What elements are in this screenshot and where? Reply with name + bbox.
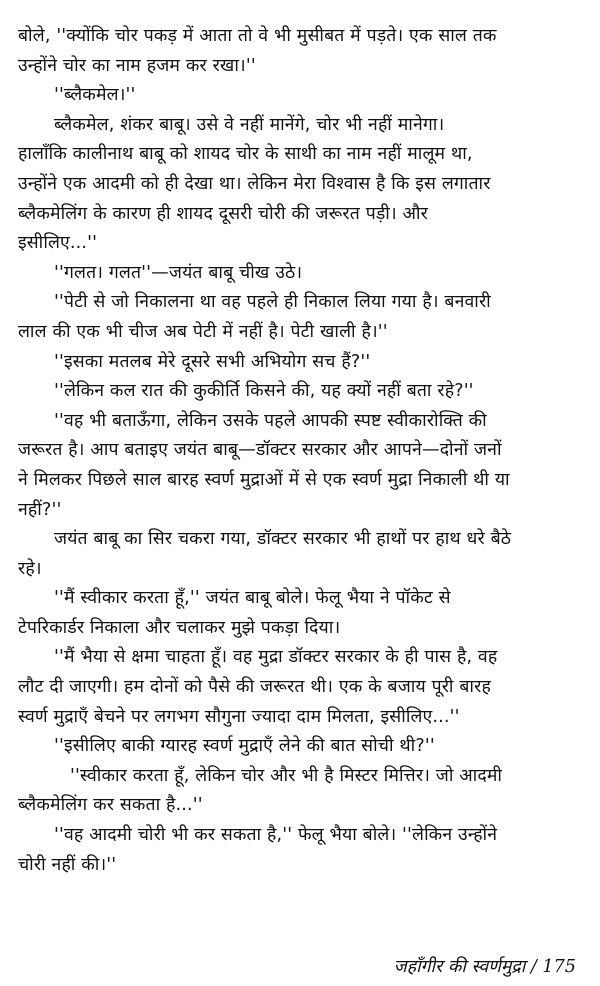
text-line: स्वर्ण मुद्राएँ बेचने पर लगभग सौगुना ज्यादा दाम मिलता, इसीलिए...'' bbox=[18, 706, 460, 727]
body-text bbox=[18, 22, 580, 880]
text-line: उन्होंने चोर का नाम हजम कर रखा।'' bbox=[18, 55, 256, 76]
text-line: इसीलिए...'' bbox=[18, 233, 98, 254]
text-line: ''पेटी से जो निकालना था वह पहले ही निकाल लिया गया है। बनवारी bbox=[54, 292, 491, 313]
text-line: ''मैं भैया से क्षमा चाहता हूँ। वह मुद्रा डॉक्टर सरकार के ही पास है, वह bbox=[54, 647, 498, 668]
text-line: चोरी नहीं की।'' bbox=[18, 854, 117, 875]
text-line: ''स्वीकार करता हूँ, लेकिन चोर और भी है मिस्टर मित्तिर। जो आदमी bbox=[70, 765, 503, 786]
text-line: टेपरिकार्डर निकाला और चलाकर मुझे पकड़ा दिया। bbox=[18, 617, 341, 638]
text-line: नहीं?'' bbox=[18, 499, 62, 520]
text-line: उन्होंने एक आदमी को ही देखा था। लेकिन मेरा विश्वास है कि इस लगातार bbox=[18, 173, 491, 194]
running-footer: जहाँगीर की स्वर्णमुद्रा / 175 bbox=[393, 957, 576, 977]
text-line: ''इसीलिए बाकी ग्यारह स्वर्ण मुद्राएँ लेने की बात सोची थी?'' bbox=[54, 736, 435, 757]
text-line: ब्लैकमेल, शंकर बाबू। उसे वे नहीं मानेंगे, चोर भी नहीं मानेगा। bbox=[54, 114, 445, 135]
text-line: हालाँकि कालीनाथ बाबू को शायद चोर के साथी का नाम नहीं मालूम था, bbox=[18, 144, 473, 165]
text-line: ''गलत। गलत''—जयंत बाबू चीख उठे। bbox=[54, 262, 303, 283]
text-line: ''मैं स्वीकार करता हूँ,'' जयंत बाबू बोले। फेलू भैया ने पॉकेट से bbox=[54, 588, 451, 609]
text-line: रहे। bbox=[18, 558, 42, 579]
text-line: ''वह आदमी चोरी भी कर सकता है,'' फेलू भैया बोले। ''लेकिन उन्होंने bbox=[54, 825, 498, 846]
text-line: ने मिलकर पिछले साल बारह स्वर्ण मुद्राओं में से एक स्वर्ण मुद्रा निकाली थी या bbox=[18, 469, 510, 490]
text-line: ''लेकिन कल रात की कुकीर्ति किसने की, यह क्यों नहीं बता रहे?'' bbox=[54, 381, 474, 402]
text-line: ''वह भी बताऊँगा, लेकिन उसके पहले आपकी स्पष्ट स्वीकारोक्ति की bbox=[54, 410, 487, 431]
text-line: ब्लैकमेलिंग के कारण ही शायद दूसरी चोरी की जरूरत पड़ी। और bbox=[18, 203, 429, 224]
text-line: जरूरत है। आप बताइए जयंत बाबू—डॉक्टर सरकार और आपने—दोनों जनों bbox=[18, 440, 502, 461]
text-line: ''ब्लैकमेल।'' bbox=[54, 85, 136, 106]
text-line: लौट दी जाएगी। हम दोनों को पैसे की जरूरत थी। एक के बजाय पूरी बारह bbox=[18, 677, 491, 698]
text-line: जयंत बाबू का सिर चकरा गया, डॉक्टर सरकार भी हाथों पर हाथ धरे बैठे bbox=[54, 529, 512, 550]
text-line: ''इसका मतलब मेरे दूसरे सभी अभियोग सच हैं?'' bbox=[54, 351, 371, 372]
text-line: लाल की एक भी चीज अब पेटी में नहीं है। पेटी खाली है।'' bbox=[18, 321, 388, 342]
text-line: बोले, ''क्योंकि चोर पकड़ में आता तो वे भी मुसीबत में पड़ते। एक साल तक bbox=[18, 26, 497, 46]
text-line: ब्लैकमेलिंग कर सकता है...'' bbox=[18, 795, 203, 816]
